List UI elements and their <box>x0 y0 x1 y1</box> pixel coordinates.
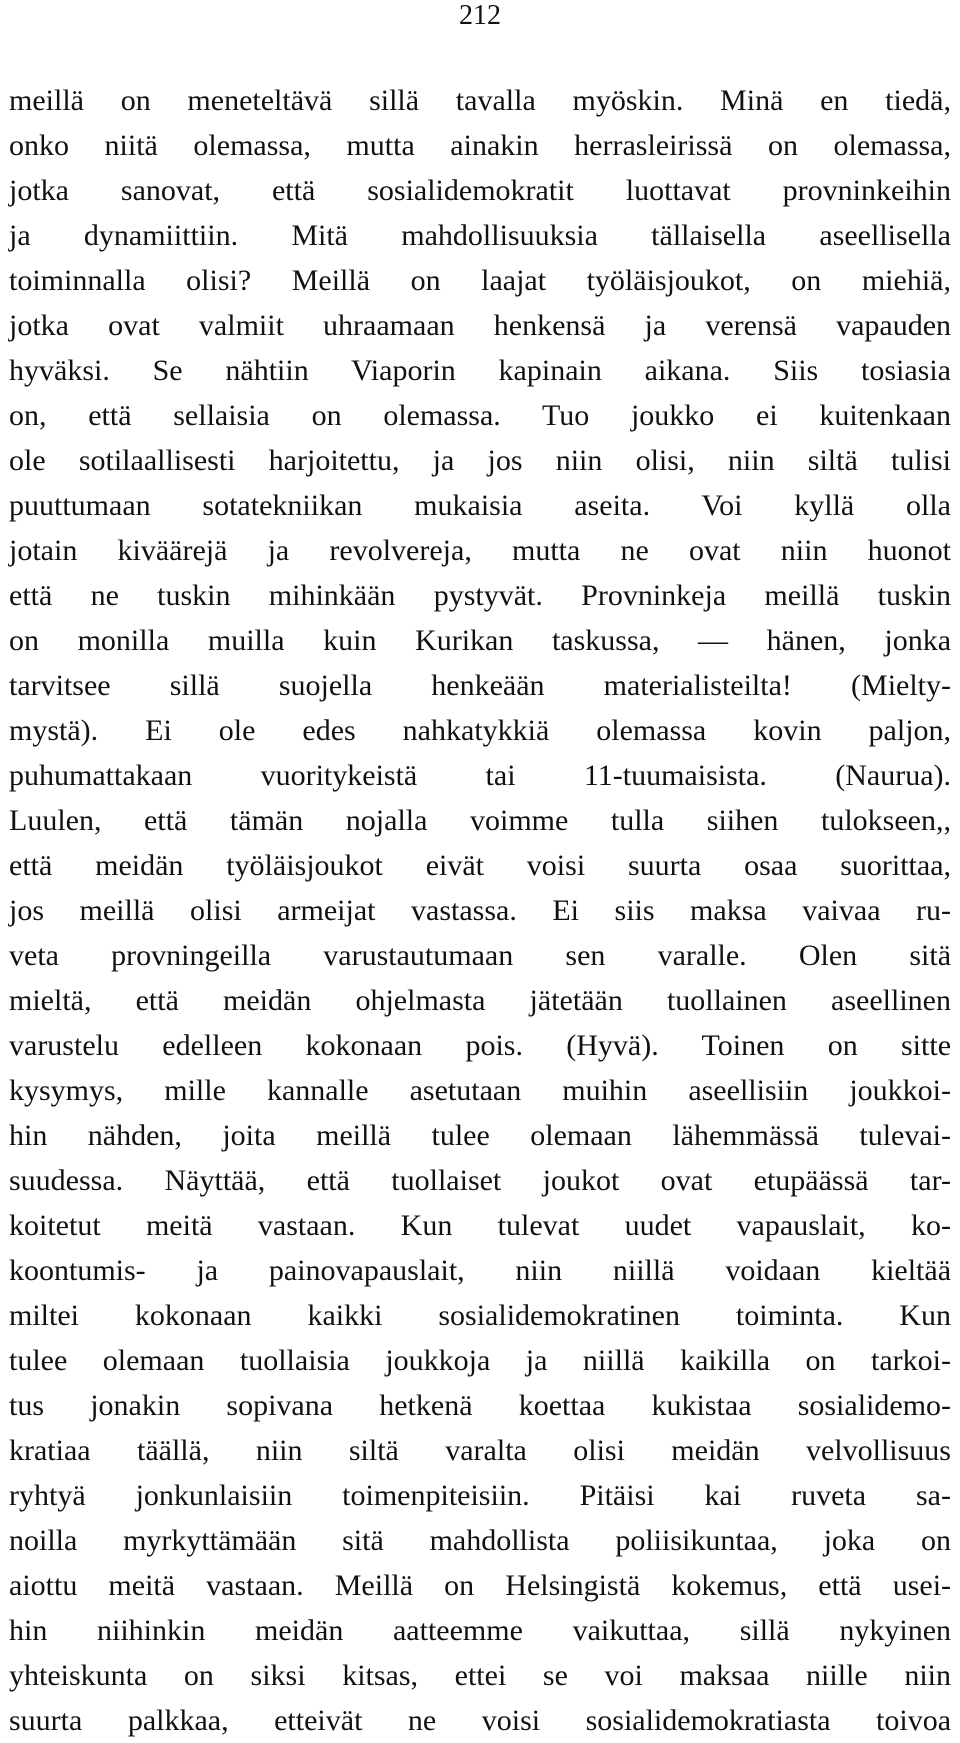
text-line: meillä on meneteltävä sillä tavalla myöskin. Minä en tiedä, <box>9 84 951 117</box>
text-line: tus jonakin sopivana hetkenä koettaa kukistaa sosialidemo- <box>9 1389 952 1422</box>
text-line: koontumis- ja painovapauslait, niin niillä voidaan kieltää <box>9 1254 952 1287</box>
text-line: suurta palkkaa, etteivät ne voisi sosialidemokratiasta toivoa <box>9 1704 952 1737</box>
text-line: tarvitsee sillä suojella henkeään materialisteilta! (Mielty- <box>9 669 952 702</box>
text-line: mieltä, että meidän ohjelmasta jätetään tuollainen aseellinen <box>9 984 951 1017</box>
text-line: aiottu meitä vastaan. Meillä on Helsingistä kokemus, että usei- <box>9 1569 952 1602</box>
text-line: puhumattakaan vuoritykeistä tai 11-tuumaisista. (Naurua). <box>9 759 952 792</box>
text-line: suudessa. Näyttää, että tuollaiset joukot ovat etupäässä tar- <box>9 1164 951 1197</box>
text-line: koitetut meitä vastaan. Kun tulevat uudet vapauslait, ko- <box>9 1209 951 1242</box>
text-line: Luulen, että tämän nojalla voimme tulla siihen tulokseen,, <box>9 804 951 837</box>
text-line: jotain kiväärejä ja revolvereja, mutta ne ovat niin huonot <box>9 534 951 567</box>
text-line: onko niitä olemassa, mutta ainakin herrasleirissä on olemassa, <box>9 129 951 162</box>
text-line: ja dynamiittiin. Mitä mahdollisuuksia tällaisella aseellisella <box>9 219 951 252</box>
text-line: hin nähden, joita meillä tulee olemaan lähemmässä tulevai- <box>9 1119 951 1152</box>
text-line: on, että sellaisia on olemassa. Tuo joukko ei kuitenkaan <box>9 399 951 432</box>
text-line: mystä). Ei ole edes nahkatykkiä olemassa kovin paljon, <box>9 714 952 747</box>
text-line: hyväksi. Se nähtiin Viaporin kapinain aikana. Siis tosiasia <box>9 354 951 387</box>
text-line: jotka sanovat, että sosialidemokratit luottavat provninkeihin <box>9 174 951 207</box>
text-line: ole sotilaallisesti harjoitettu, ja jos niin olisi, niin siltä tulisi <box>9 444 951 477</box>
text-line: varustelu edelleen kokonaan pois. (Hyvä). Toinen on sitte <box>9 1029 952 1062</box>
text-line: noilla myrkyttämään sitä mahdollista poliisikuntaa, joka on <box>9 1524 951 1557</box>
text-line: hin niihinkin meidän aatteemme vaikuttaa, sillä nykyinen <box>9 1614 952 1647</box>
body-text <box>9 78 951 1743</box>
text-line: on monilla muilla kuin Kurikan taskussa, — hänen, jonka <box>9 624 952 657</box>
text-line: jotka ovat valmiit uhraamaan henkensä ja verensä vapauden <box>9 309 952 342</box>
text-line: kysymys, mille kannalle asetutaan muihin aseellisiin joukkoi- <box>9 1074 951 1107</box>
text-line: kratiaa täällä, niin siltä varalta olisi meidän velvollisuus <box>9 1434 951 1467</box>
text-line: puuttumaan sotatekniikan mukaisia aseita. Voi kyllä olla <box>9 489 951 522</box>
text-line: yhteiskunta on siksi kitsas, ettei se voi maksaa niille niin <box>9 1659 951 1692</box>
text-line: että ne tuskin mihinkään pystyvät. Provninkeja meillä tuskin <box>9 579 952 612</box>
text-line: veta provningeilla varustautumaan sen varalle. Olen sitä <box>9 939 952 972</box>
page-number: 212 <box>459 0 501 31</box>
text-line: miltei kokonaan kaikki sosialidemokratinen toiminta. Kun <box>9 1299 951 1332</box>
text-line: että meidän työläisjoukot eivät voisi suurta osaa suorittaa, <box>9 849 952 882</box>
text-line: toiminnalla olisi? Meillä on laajat työläisjoukot, on miehiä, <box>9 264 951 297</box>
text-line: ryhtyä jonkunlaisiin toimenpiteisiin. Pitäisi kai ruveta sa- <box>9 1479 951 1512</box>
text-line: tulee olemaan tuollaisia joukkoja ja niillä kaikilla on tarkoi- <box>9 1344 951 1377</box>
text-line: jos meillä olisi armeijat vastassa. Ei siis maksa vaivaa ru- <box>9 894 952 927</box>
